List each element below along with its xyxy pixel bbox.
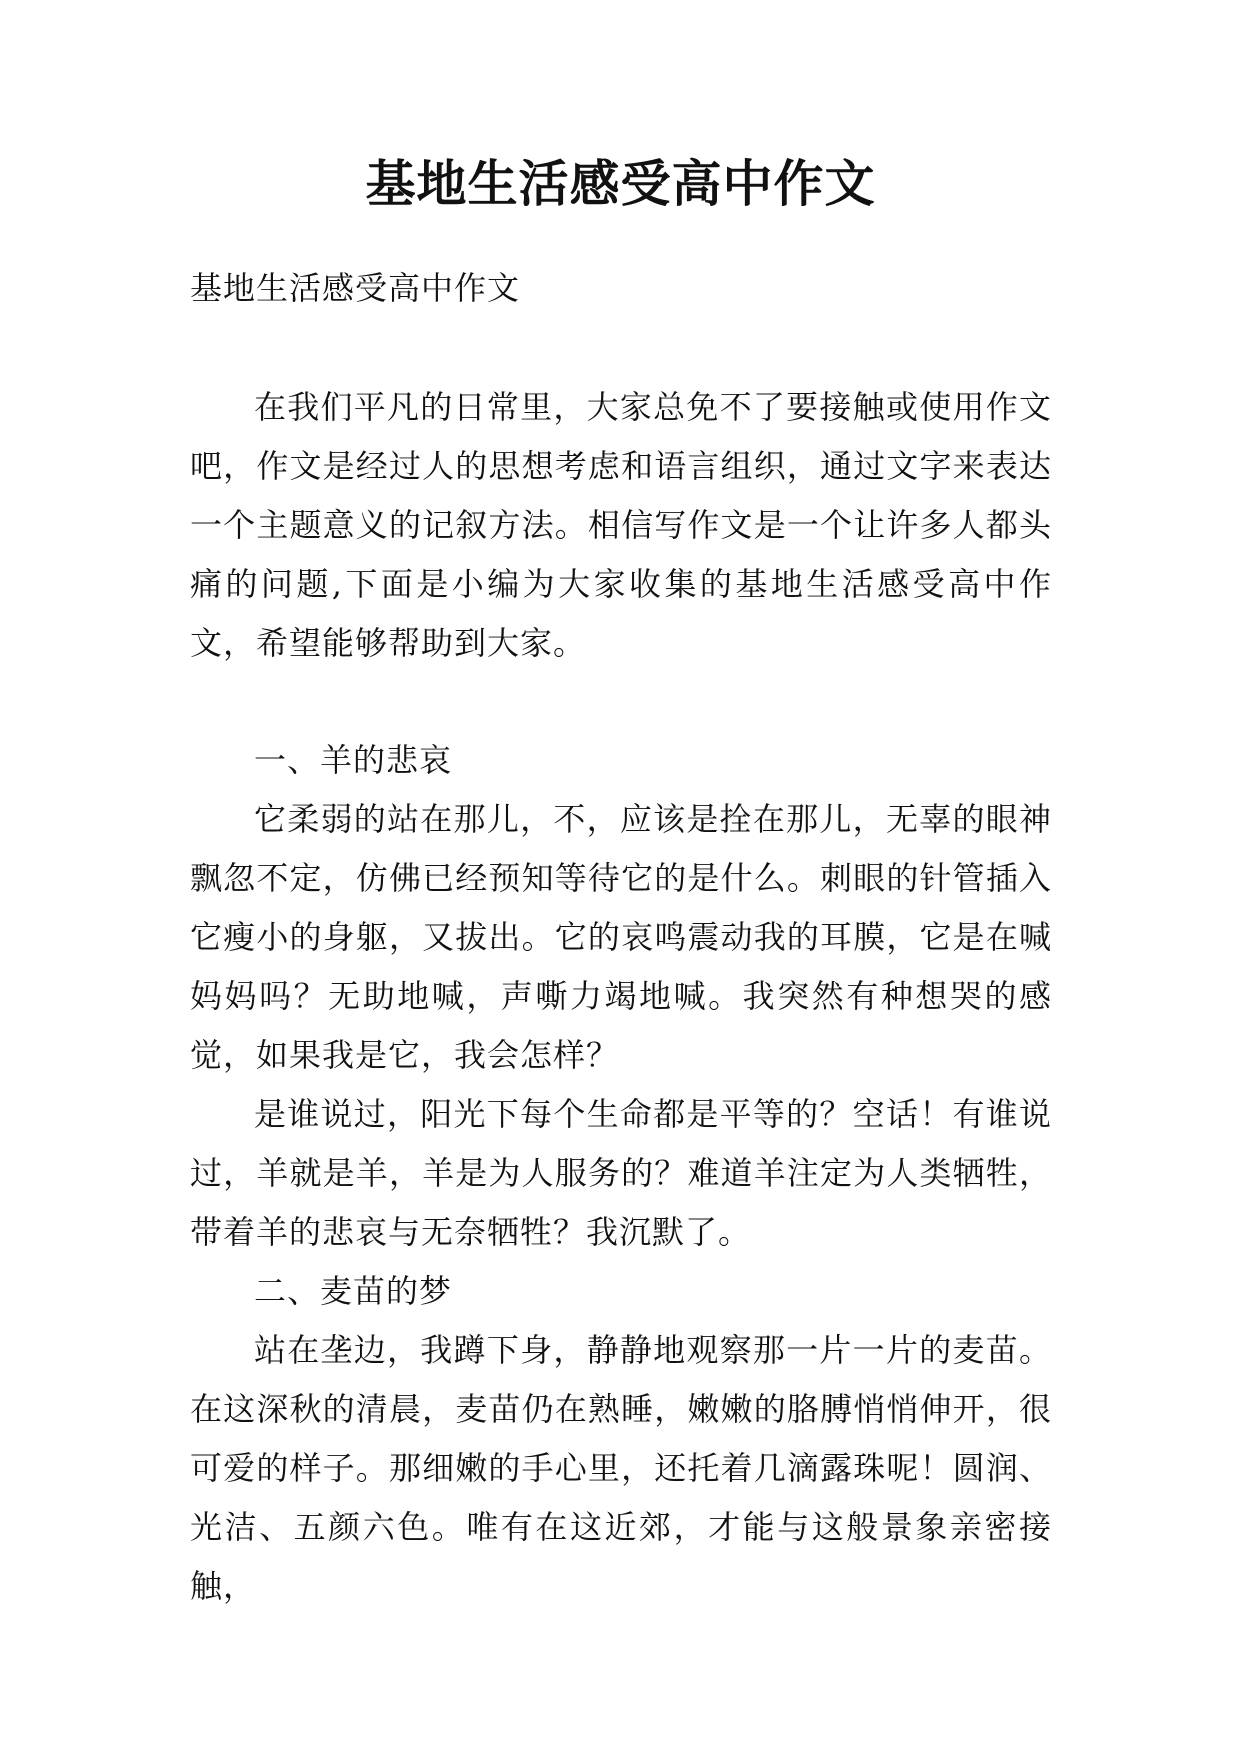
sheep-paragraph-2: 是谁说过，阳光下每个生命都是平等的？空话！有谁说过，羊就是羊，羊是为人服务的？难道羊注定为人类牺牲，带着羊的悲哀与无奈牺牲？我沉默了。 — [190, 1095, 1052, 1251]
sheep-paragraph-1: 它柔弱的站在那儿，不，应该是拴在那儿，无辜的眼神飘忽不定，仿佛已经预知等待它的是什么。刺眼的针管插入它瘦小的身躯，又拔出。它的哀鸣震动我的耳膜，它是在喊妈妈吗？无助地喊，声嘶力竭地喊。我突然有种想哭的感觉，如果我是它，我会怎样？ — [190, 800, 1052, 1074]
document-body — [190, 256, 1052, 1616]
section-heading-wheat: 二、麦苗的梦 — [254, 1272, 453, 1310]
section-heading-sheep: 一、羊的悲哀 — [254, 741, 453, 779]
document-title: 基地生活感受高中作文 — [365, 154, 876, 213]
spacer — [190, 320, 1052, 378]
spacer — [190, 673, 1052, 731]
document-subtitle: 基地生活感受高中作文 — [190, 269, 521, 307]
intro-paragraph: 在我们平凡的日常里，大家总免不了要接触或使用作文吧，作文是经过人的思想考虑和语言组织，通过文字来表达一个主题意义的记叙方法。相信写作文是一个让许多人都头痛的问题,下面是小编为大家收集的基地生活感受高中作文，希望能够帮助到大家。 — [190, 388, 1052, 662]
wheat-paragraph-1: 站在垄边，我蹲下身，静静地观察那一片一片的麦苗。在这深秋的清晨，麦苗仍在熟睡，嫩嫩的胳膊悄悄伸开，很可爱的样子。那细嫩的手心里，还托着几滴露珠呢！圆润、光洁、五颜六色。唯有在这近郊，才能与这般景象亲密接触， — [190, 1331, 1052, 1605]
